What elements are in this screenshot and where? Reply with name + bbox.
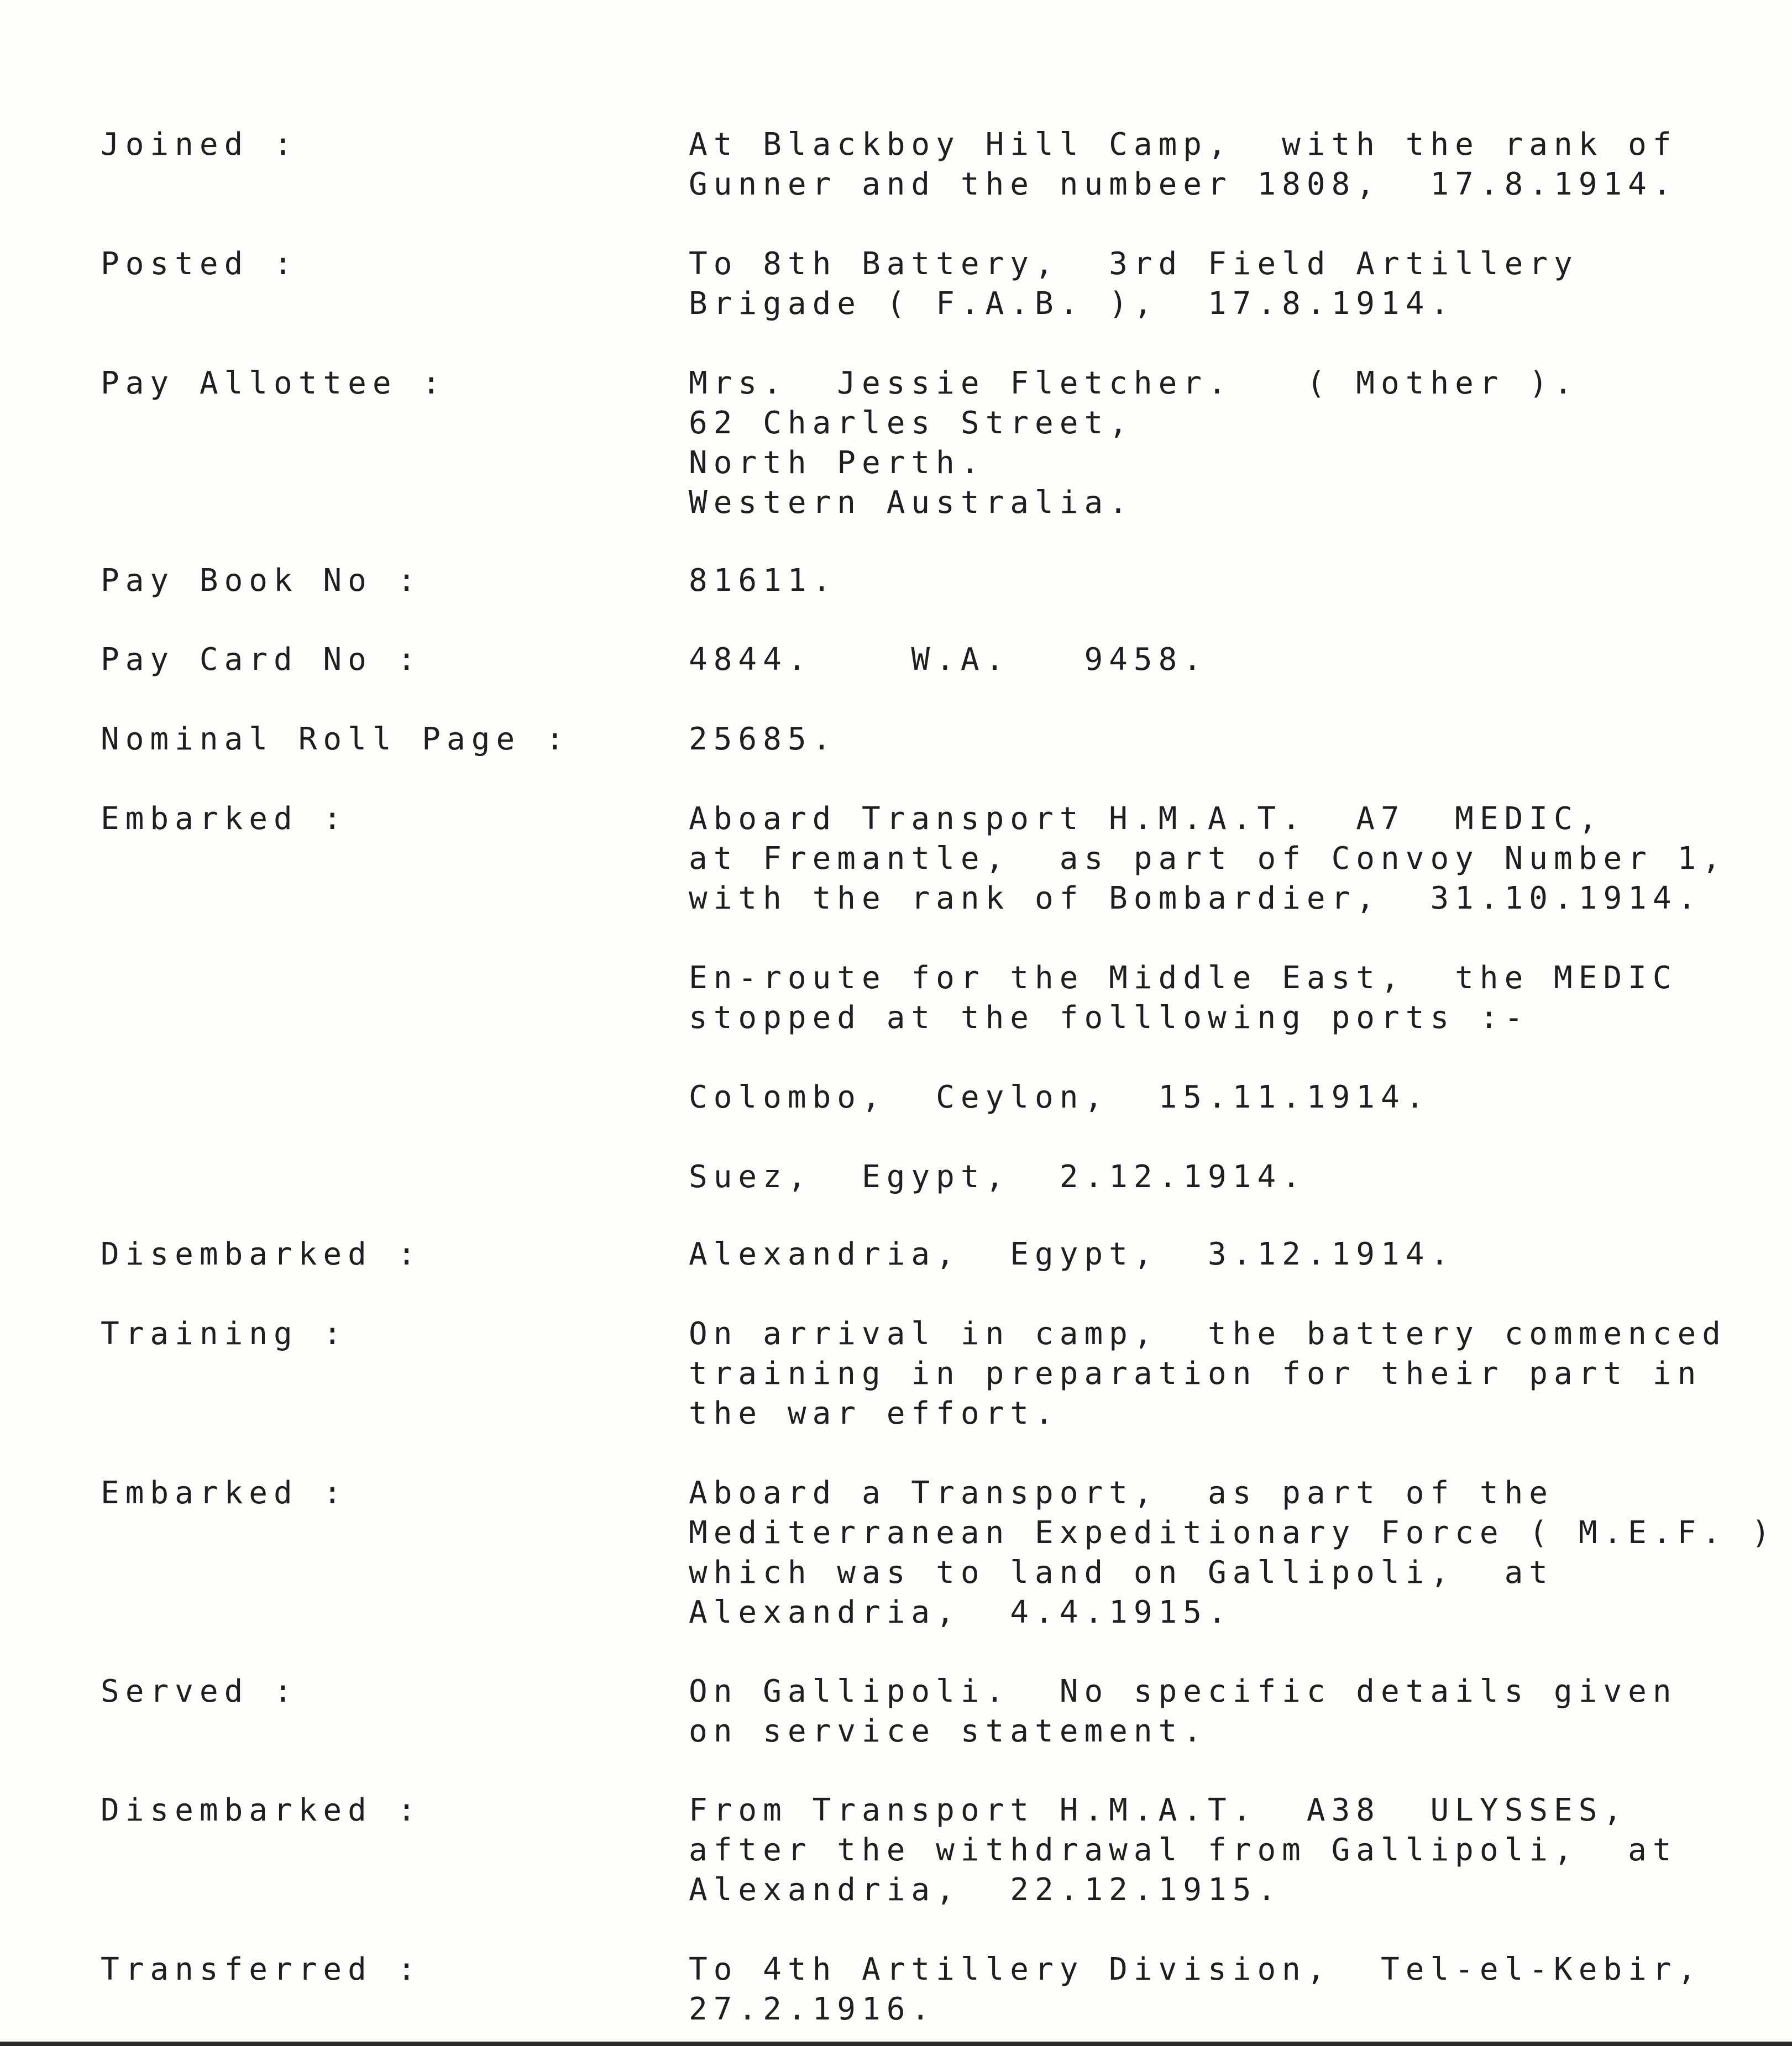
value-line: Gunner and the numbeer 1808, 17.8.1914. [689, 166, 1678, 202]
value-paragraph [689, 958, 1783, 1038]
value-line: 81611. [689, 563, 837, 599]
entry-label: Pay Book No : [101, 563, 422, 599]
entry-label: Pay Allottee : [101, 365, 447, 401]
value-line: with the rank of Bombardier, 31.10.1914. [689, 880, 1702, 916]
value-line: On Gallipoli. No specific details given [689, 1673, 1678, 1709]
entry-label: Pay Card No : [101, 642, 422, 678]
value-line: Brigade ( F.A.B. ), 17.8.1914. [689, 286, 1455, 322]
value-line: On arrival in camp, the battery commenced [689, 1316, 1727, 1352]
value-line: To 4th Artillery Division, Tel-el-Kebir, [689, 1951, 1702, 1987]
value-paragraph [689, 1078, 1783, 1118]
value-line: stopped at the folllowing ports :- [689, 1000, 1529, 1036]
entry-label: Training : [101, 1316, 348, 1352]
value-line: Alexandria, Egypt, 3.12.1914. [689, 1236, 1455, 1272]
value-line: Suez, Egypt, 2.12.1914. [689, 1159, 1307, 1195]
value-line: Alexandria, 22.12.1915. [689, 1872, 1282, 1908]
entry-value [689, 640, 1783, 680]
entry-label: Transferred : [101, 1951, 422, 1987]
entry-label: Posted : [101, 246, 298, 282]
value-line: the war effort. [689, 1396, 1060, 1431]
value-line: 62 Charles Street, [689, 405, 1134, 441]
value-line: 27.2.1916. [689, 1991, 936, 2027]
entry-label: Embarked : [101, 1475, 348, 1511]
value-line: 4844. W.A. 9458. [689, 642, 1208, 678]
value-line: Mrs. Jessie Fletcher. ( Mother ). [689, 365, 1579, 401]
entry-value [689, 125, 1783, 204]
entry-value [689, 720, 1783, 759]
value-line: North Perth. [689, 445, 986, 481]
value-line: Aboard Transport H.M.A.T. A7 MEDIC, [689, 801, 1604, 837]
value-line: Colombo, Ceylon, 15.11.1914. [689, 1079, 1431, 1115]
value-line: Western Australia. [689, 485, 1134, 521]
entry-label: Nominal Roll Page : [101, 721, 570, 757]
page-bottom-edge [0, 2042, 1792, 2046]
entry-value [689, 799, 1783, 1197]
entry-value [689, 561, 1783, 601]
value-line: on service statement. [689, 1713, 1208, 1749]
entry-label: Joined : [101, 127, 298, 162]
entry-value [689, 1672, 1783, 1751]
value-line: From Transport H.M.A.T. A38 ULYSSES, [689, 1792, 1628, 1828]
value-line: 25685. [689, 721, 837, 757]
value-line: En-route for the Middle East, the MEDIC [689, 960, 1678, 996]
value-line: at Fremantle, as part of Convoy Number 1, [689, 841, 1727, 877]
value-line: Alexandria, 4.4.1915. [689, 1594, 1233, 1630]
entry-value [689, 1950, 1783, 2029]
entry-value [689, 244, 1783, 324]
entry-label: Disembarked : [101, 1792, 422, 1828]
value-line: To 8th Battery, 3rd Field Artillery [689, 246, 1579, 282]
entry-label: Served : [101, 1673, 298, 1709]
value-line: Aboard a Transport, as part of the [689, 1475, 1554, 1511]
entry-label: Embarked : [101, 801, 348, 837]
entry-value [689, 364, 1783, 523]
entry-value [689, 1791, 1783, 1910]
value-paragraph [689, 799, 1783, 919]
value-line: which was to land on Gallipoli, at [689, 1555, 1554, 1591]
value-line: At Blackboy Hill Camp, with the rank of [689, 127, 1678, 162]
entry-value [689, 1314, 1783, 1434]
entry-value [689, 1235, 1783, 1274]
entry-label: Disembarked : [101, 1236, 422, 1272]
value-line: training in preparation for their part in [689, 1356, 1702, 1392]
entry-value [689, 1473, 1783, 1633]
value-line: Mediterranean Expeditionary Force ( M.E.F. ) [689, 1515, 1777, 1551]
value-paragraph [689, 1157, 1783, 1197]
value-line: after the withdrawal from Gallipoli, at [689, 1832, 1678, 1868]
